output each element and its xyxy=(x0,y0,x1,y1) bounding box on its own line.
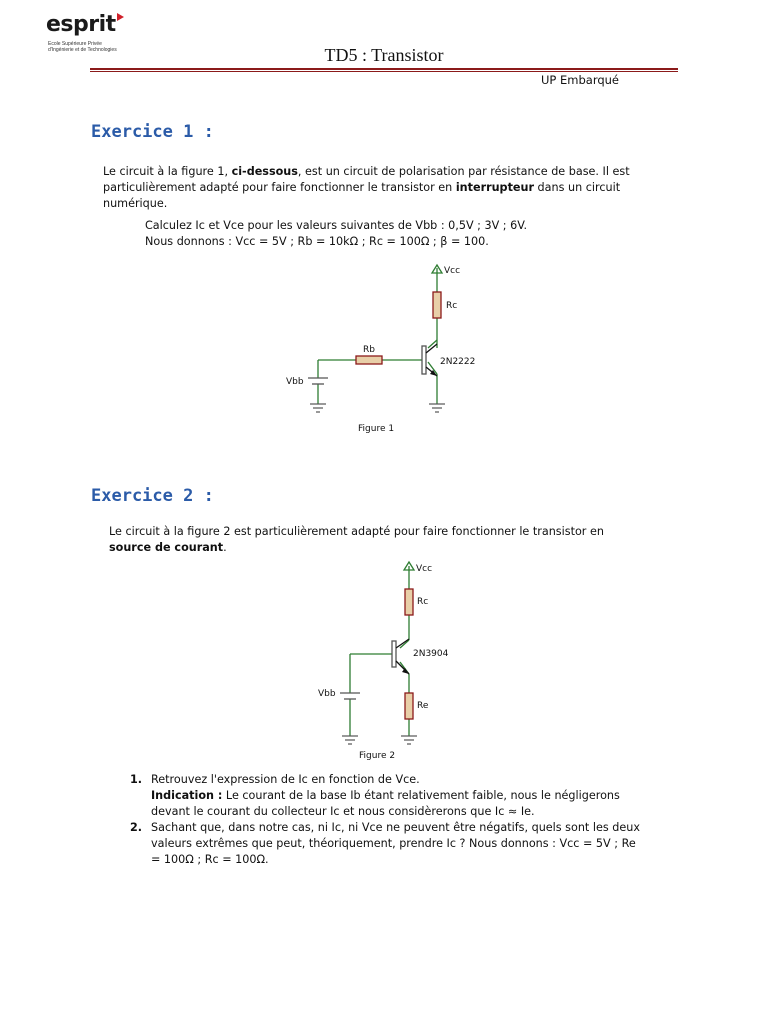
fig2-label-transistor: 2N3904 xyxy=(413,649,449,659)
fig1-caption: Figure 1 xyxy=(358,424,395,434)
exercise-1-calc-line: Calculez Ic et Vce pour les valeurs suivantes de Vbb : 0,5V ; 3V ; 6V. xyxy=(145,219,528,232)
fig1-resistor-rc xyxy=(433,292,441,318)
fig2-label-rc: Rc xyxy=(417,597,429,607)
ex2-text-b: source de courant xyxy=(109,541,224,554)
header-rule-thin xyxy=(90,71,678,72)
fig2-ground-icons xyxy=(342,736,417,744)
figure-1-circuit xyxy=(280,260,500,440)
question-2 xyxy=(130,820,642,868)
exercise-1-heading: Exercice 1 : xyxy=(91,122,214,142)
fig2-label-re: Re xyxy=(417,701,429,711)
logo-triangle-icon xyxy=(117,13,124,21)
fig2-caption: Figure 2 xyxy=(359,751,396,761)
question-2-number: 2. xyxy=(130,821,143,834)
ex1-text-c: , est un circuit de polarisation par résistance de base. Il est particulièrement adapté pour faire fonctionner le transistor en xyxy=(103,165,630,194)
ex2-text-a: Le circuit à la figure 2 est particulièrement adapté pour faire fonctionner le transistor en xyxy=(109,525,604,538)
ex1-text-e: dans un circuit numérique. xyxy=(103,181,621,210)
fig1-battery-icon xyxy=(308,378,328,384)
fig1-label-rc: Rc xyxy=(446,301,458,311)
unit-label: UP Embarqué xyxy=(541,73,620,87)
header-rule xyxy=(90,68,678,70)
fig1-resistor-rb xyxy=(356,356,382,364)
fig2-battery-icon xyxy=(340,693,360,699)
question-1-text: Retrouvez l'expression de Ic en fonction de Vce. xyxy=(151,773,420,786)
exercise-2-paragraph xyxy=(109,524,649,556)
question-2-text: Sachant que, dans notre cas, ni Ic, ni Vce ne peuvent être négatifs, quels sont les deux valeurs extrêmes que peut, théoriquement, prendre Ic ? Nous donnons : Vcc = 5V ; Re = 100Ω ; Rc = 100Ω. xyxy=(151,821,640,866)
fig2-label-vbb: Vbb xyxy=(318,689,336,699)
ex1-text-b: ci-dessous xyxy=(231,165,298,178)
question-1 xyxy=(130,772,642,820)
question-1-indication-label: Indication : xyxy=(151,789,223,802)
exercise-1-given-line: Nous donnons : Vcc = 5V ; Rb = 10kΩ ; Rc = 100Ω ; β = 100. xyxy=(145,235,489,248)
figure-2-circuit xyxy=(310,556,490,766)
logo-subtitle-1: Ecole Supérieure Privée xyxy=(48,41,102,47)
ex2-text-c: . xyxy=(223,541,227,554)
exercise-1-paragraph xyxy=(103,164,643,212)
ex1-text-a: Le circuit à la figure 1, xyxy=(103,165,232,178)
fig1-label-vbb: Vbb xyxy=(286,377,304,387)
logo-subtitle-2: d'Ingénierie et de Technologies xyxy=(48,47,117,53)
page-title: TD5 : Transistor xyxy=(324,45,444,65)
fig1-label-vcc: Vcc xyxy=(444,266,461,276)
esprit-logo: esprit xyxy=(46,12,124,37)
question-1-number: 1. xyxy=(130,773,143,786)
fig2-label-vcc: Vcc xyxy=(416,564,433,574)
fig1-label-rb: Rb xyxy=(363,345,375,355)
fig1-ground-icons xyxy=(310,404,445,412)
question-1-indication-text: Le courant de la base Ib étant relativement faible, nous le négligerons devant le courant du collecteur Ic et nous considèrerons que Ic ≈ Ie. xyxy=(151,789,620,818)
fig2-resistor-rc xyxy=(405,589,413,615)
fig2-resistor-re xyxy=(405,693,413,719)
exercise-2-questions xyxy=(130,772,642,868)
fig1-label-transistor: 2N2222 xyxy=(440,357,476,367)
ex1-text-d: interrupteur xyxy=(455,181,534,194)
fig2-transistor-icon xyxy=(392,639,409,674)
exercise-2-heading: Exercice 2 : xyxy=(91,486,214,506)
